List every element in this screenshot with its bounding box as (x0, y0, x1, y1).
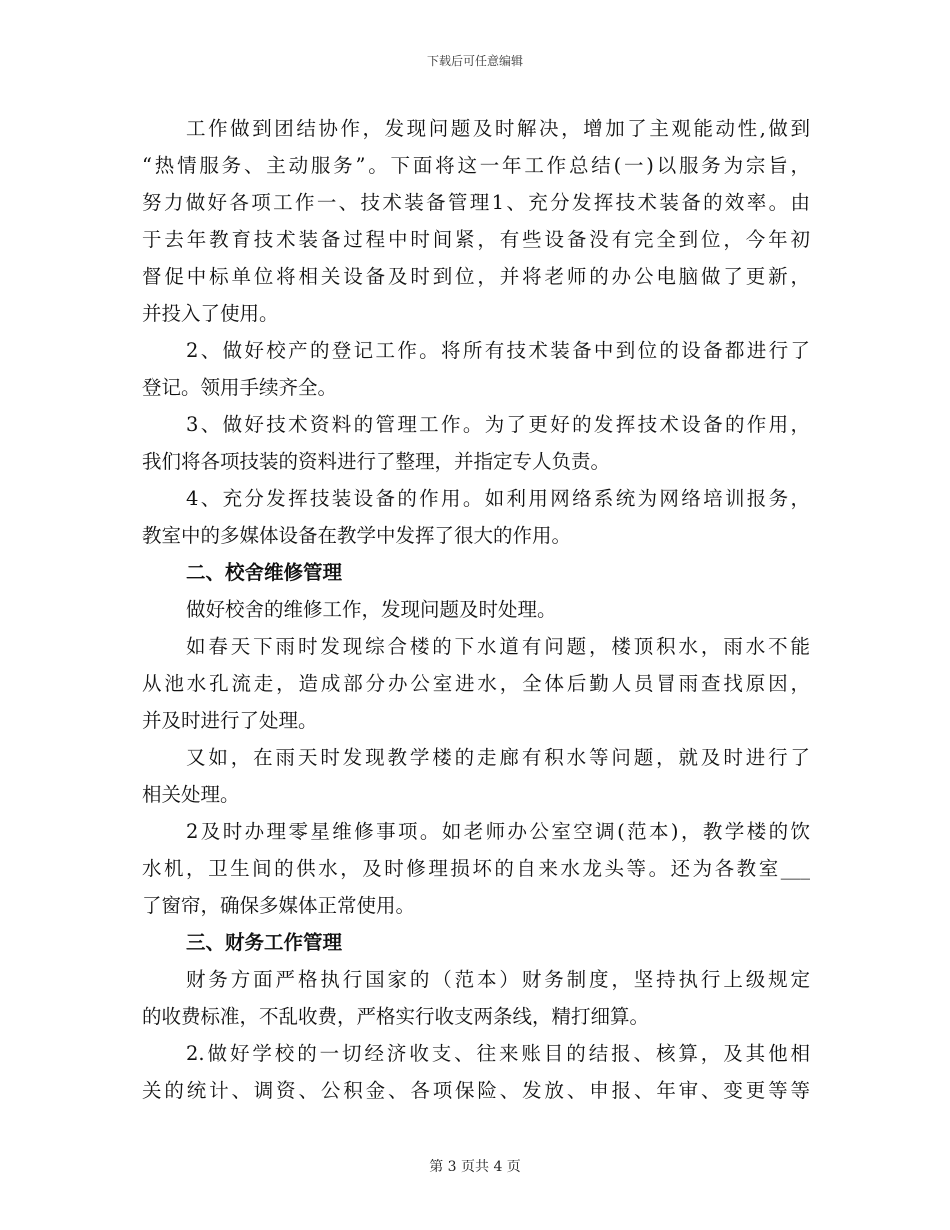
text-line: 督促中标单位将相关设备及时到位，并将老师的办公电脑做了更新， (142, 265, 810, 288)
text-line: 登记。领用手续齐全。 (142, 376, 338, 399)
text-line: 努力做好各项工作一、技术装备管理1、充分发挥技术装备的效率。由 (142, 191, 810, 214)
page-footer: 第 3 页共 4 页 (429, 1159, 521, 1175)
text-line: 的收费标准，不乱收费，严格实行收支两条线，精打细算。 (142, 1005, 650, 1028)
text-line: 我们将各项技装的资料进行了整理，并指定专人负责。 (142, 450, 611, 473)
text-line: 关的统计、调资、公积金、各项保险、发放、申报、年审、变更等等 (142, 1079, 810, 1102)
section-heading: 三、财务工作管理 (186, 931, 343, 954)
text-line: “热情服务、主动服务”。下面将这一年工作总结(一)以服务为宗旨， (142, 154, 810, 177)
text-line: 做好校舍的维修工作，发现问题及时处理。 (186, 598, 557, 621)
text-line: 4、充分发挥技装设备的作用。如利用网络系统为网络培训报务， (186, 487, 810, 510)
text-line: 并投入了使用。 (142, 302, 279, 325)
text-line: 又如，在雨天时发现教学楼的走廊有积水等问题，就及时进行了 (186, 746, 810, 769)
document-body (142, 110, 810, 1109)
section-heading: 二、校舍维修管理 (186, 561, 343, 584)
text-line: 2及时办理零星维修事项。如老师办公室空调(范本)，教学楼的饮 (186, 820, 810, 843)
text-line: 3、做好技术资料的管理工作。为了更好的发挥技术设备的作用， (186, 413, 810, 436)
text-line: 如春天下雨时发现综合楼的下水道有问题，楼顶积水，雨水不能 (186, 635, 810, 658)
text-line: 于去年教育技术装备过程中时间紧，有些设备没有完全到位，今年初 (142, 228, 810, 251)
text-line: 财务方面严格执行国家的（范本）财务制度，坚持执行上级规定 (186, 968, 810, 991)
text-line: 2.做好学校的一切经济收支、往来账目的结报、核算，及其他相 (186, 1042, 810, 1065)
text-line: 了窗帘，确保多媒体正常使用。 (142, 894, 416, 917)
text-line: 2、做好校产的登记工作。将所有技术装备中到位的设备都进行了 (186, 339, 810, 362)
text-line: 水机，卫生间的供水，及时修理损坏的自来水龙头等。还为各教室___ (142, 857, 810, 880)
text-line: 从池水孔流走，造成部分办公室进水，全体后勤人员冒雨查找原因， (142, 672, 810, 695)
text-line: 相关处理。 (142, 783, 240, 806)
text-line: 并及时进行了处理。 (142, 709, 318, 732)
text-line: 教室中的多媒体设备在教学中发挥了很大的作用。 (142, 524, 572, 547)
page-header: 下载后可任意编辑 (426, 54, 523, 68)
text-line: 工作做到团结协作，发现问题及时解决，增加了主观能动性,做到 (186, 117, 810, 140)
